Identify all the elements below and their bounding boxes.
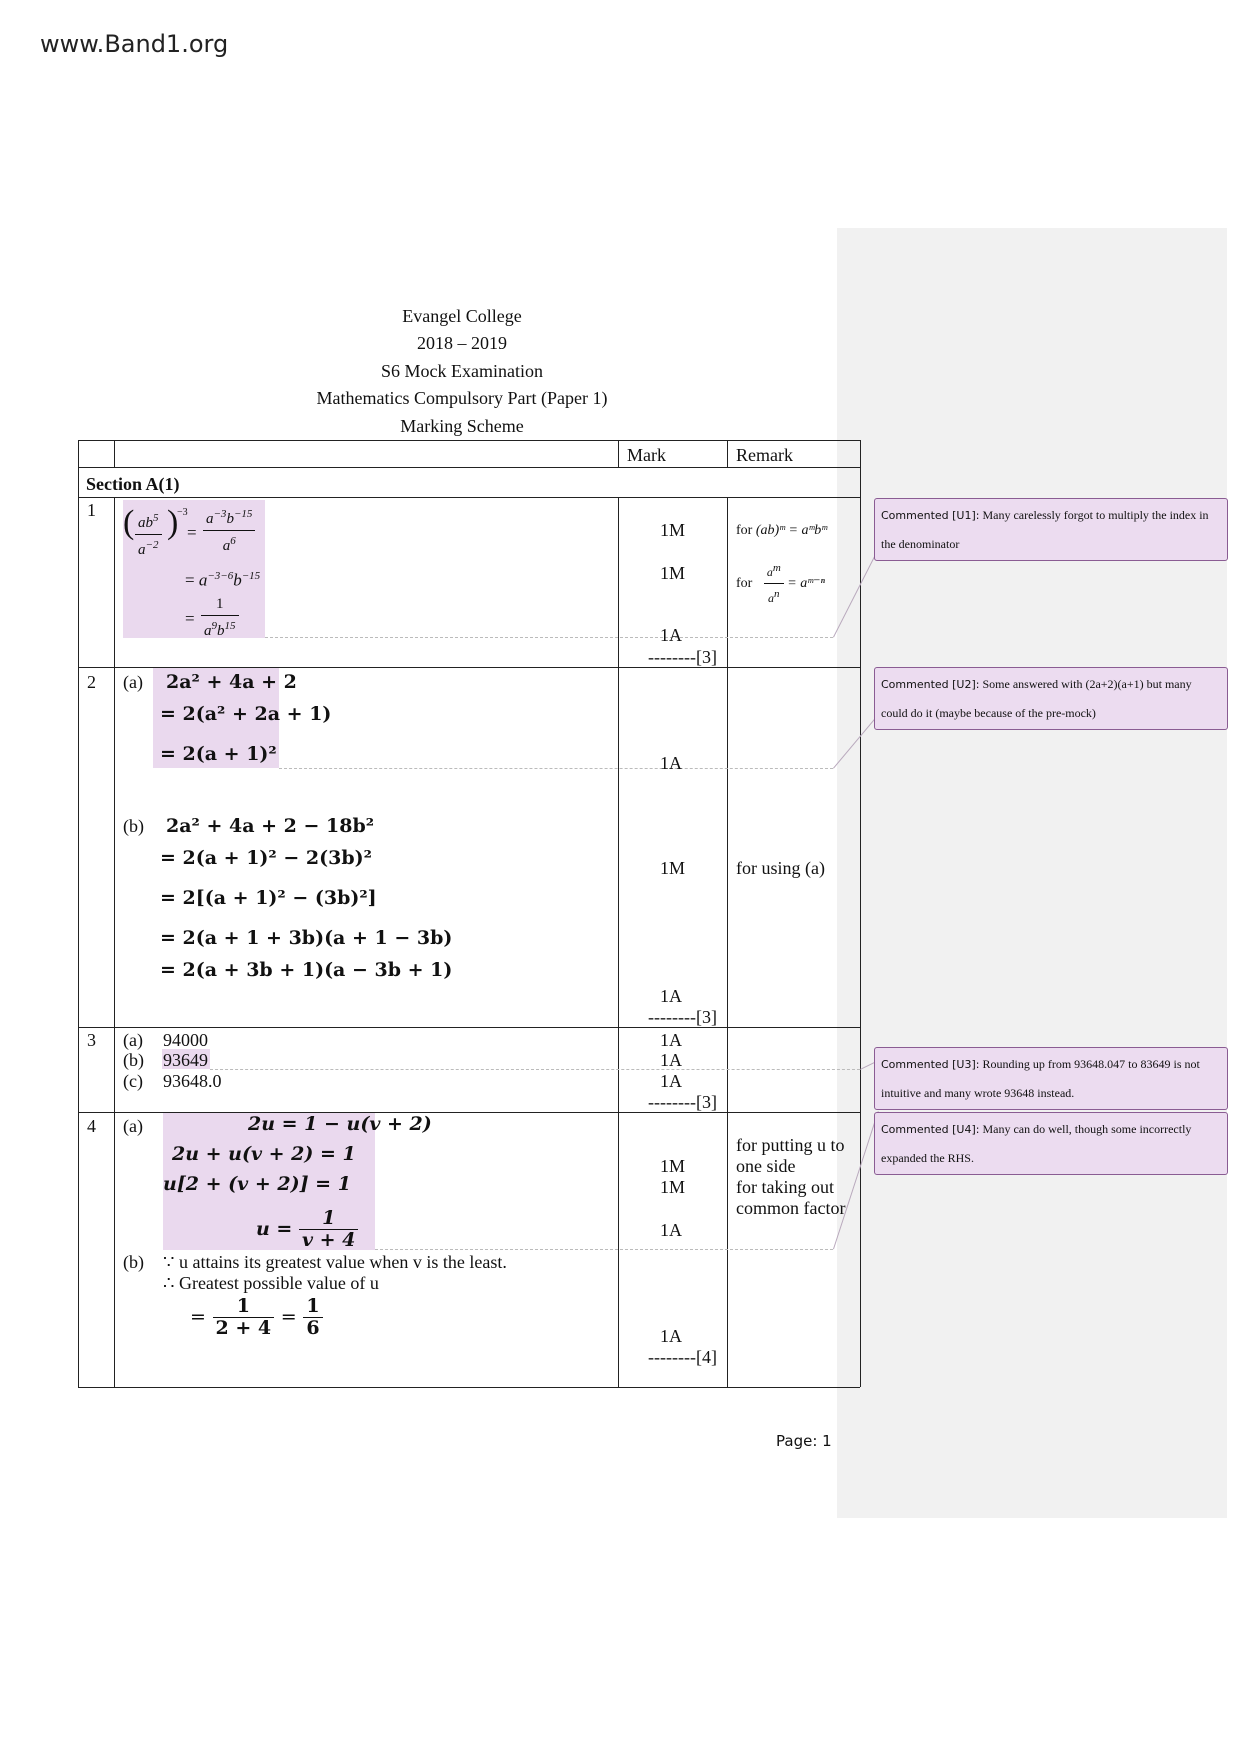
q4a-mark-1: 1M (660, 1156, 686, 1176)
q2a-line-3: = 2(a + 1)² (160, 743, 277, 765)
q2b-remark: for using (a) (736, 858, 825, 878)
document-title: Marking Scheme (400, 416, 524, 436)
q4-total: --------[4] (648, 1347, 717, 1367)
q3-part-label: (b) (123, 1050, 144, 1070)
q4-part-b-label: (b) (123, 1252, 144, 1272)
exam-title: S6 Mock Examination (381, 361, 543, 381)
remark-column-header: Remark (736, 445, 793, 465)
q2a-line-1: 2a² + 4a + 2 (166, 671, 297, 693)
comment-box[interactable]: Commented [U1]: Many carelessly forgot to multiply the index in the denominator (874, 498, 1228, 561)
q4b-line-3: = $\frac{1}{2 + 4}$ = $\frac{1}{6}$ (190, 1296, 323, 1339)
q1-mark-2: 1M (660, 563, 686, 583)
question-number: 4 (87, 1116, 96, 1136)
q3-mark: 1A (660, 1071, 682, 1091)
comment-box[interactable]: Commented [U3]: Rounding up from 93648.047 to 83649 is not intuitive and many wrote 93648 instead. (874, 1047, 1228, 1110)
q1-remark-2: for $\frac{a^m}{a^n}$ = aᵐ⁻ⁿ (736, 558, 825, 609)
question-number: 2 (87, 672, 96, 692)
q2b-line-3: = 2[(a + 1)² − (3b)²] (160, 887, 377, 909)
q1-working: ( $\frac{ab^5}{a^{-2}}$ ) −3 = $\frac{a^{-3}b^{-15}}{a^6}$ = $a^{-3-6}b^{-15}$ = $\frac{1}{a^9b^{15}}$ (123, 504, 261, 639)
q1-mark-3: 1A (660, 625, 682, 645)
q2-part-a-label: (a) (123, 672, 143, 692)
q4a-mark-2: 1M (660, 1177, 686, 1197)
q3-part-label: (c) (123, 1071, 143, 1091)
question-number: 1 (87, 500, 96, 520)
q4a-remark-2: for taking out common factor (736, 1177, 846, 1218)
q3-answer: 93648.0 (163, 1071, 222, 1091)
q2b-line-5: = 2(a + 3b + 1)(a − 3b + 1) (160, 959, 453, 981)
q2a-mark: 1A (660, 753, 682, 773)
watermark-text: www.Band1.org (40, 30, 229, 58)
q3-total: --------[3] (648, 1092, 717, 1112)
q3-mark: 1A (660, 1030, 682, 1050)
q2b-line-2: = 2(a + 1)² − 2(3b)² (160, 847, 372, 869)
question-number: 3 (87, 1030, 96, 1050)
school-year: 2018 – 2019 (417, 333, 507, 353)
q4a-remark-1: for putting u to one side (736, 1135, 845, 1176)
q2-total: --------[3] (648, 1007, 717, 1027)
q2b-line-4: = 2(a + 1 + 3b)(a + 1 − 3b) (160, 927, 453, 949)
q4b-line-1: ∵ u attains its greatest value when v is the least. (163, 1252, 507, 1272)
comment-box[interactable]: Commented [U2]: Some answered with (2a+2)(a+1) but many could do it (maybe because of the pre-mock) (874, 667, 1228, 730)
q1-remark-1: for (ab)ᵐ = aᵐbᵐ (736, 523, 828, 538)
q4a-line-2: 2u + u(v + 2) = 1 (172, 1143, 356, 1165)
mark-column-header: Mark (627, 445, 666, 465)
q4b-mark: 1A (660, 1326, 682, 1346)
q3-answer: 93649 (163, 1050, 208, 1070)
q3-part-label: (a) (123, 1030, 143, 1050)
school-name: Evangel College (402, 306, 522, 326)
q3-answer: 94000 (163, 1030, 208, 1050)
q3-mark: 1A (660, 1050, 682, 1070)
q4-part-a-label: (a) (123, 1116, 143, 1136)
q4a-line-3: u[2 + (v + 2)] = 1 (163, 1173, 351, 1195)
q1-mark-1: 1M (660, 520, 686, 540)
q2-part-b-label: (b) (123, 816, 144, 836)
section-heading: Section A(1) (86, 474, 180, 494)
q4a-mark-3: 1A (660, 1220, 682, 1240)
q4a-line-4: u = $\frac{1}{v + 4}$ (256, 1208, 358, 1251)
comment-box[interactable]: Commented [U4]: Many can do well, though some incorrectly expanded the RHS. (874, 1112, 1228, 1175)
q4b-line-2: ∴ Greatest possible value of u (163, 1273, 379, 1293)
q2b-mark-2: 1A (660, 986, 682, 1006)
q2b-line-1: 2a² + 4a + 2 − 18b² (166, 815, 375, 837)
q1-total: --------[3] (648, 647, 717, 667)
page-number: Page: 1 (776, 1432, 832, 1450)
q4a-line-1: 2u = 1 − u(v + 2) (248, 1113, 432, 1135)
q2a-line-2: = 2(a² + 2a + 1) (160, 703, 332, 725)
subject-title: Mathematics Compulsory Part (Paper 1) (316, 388, 608, 408)
q2b-mark-1: 1M (660, 858, 686, 878)
